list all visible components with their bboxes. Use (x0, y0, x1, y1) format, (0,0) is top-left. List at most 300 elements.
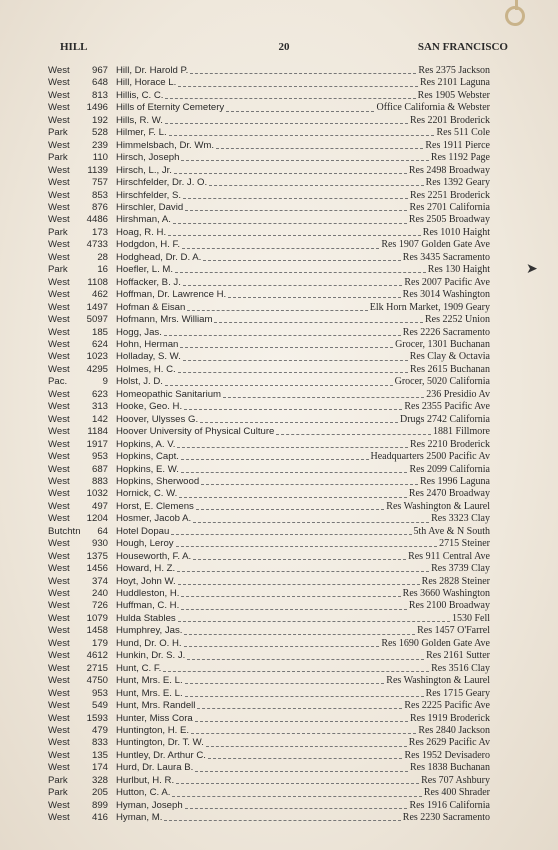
directory-entry (48, 713, 490, 725)
leader-dots (214, 321, 423, 323)
leader-dots (196, 508, 384, 510)
entry-exchange: West (48, 77, 70, 89)
entry-number: 726 (91, 600, 108, 612)
entry-name: Hunt, C. F. (116, 662, 162, 674)
directory-entry (48, 663, 490, 675)
entry-name: Hirschfelder, S. (116, 189, 182, 201)
entry-number: 1184 (87, 426, 108, 438)
entry-exchange: West (48, 600, 70, 612)
header-section-name: HILL (60, 41, 88, 53)
directory-entry (48, 264, 490, 276)
leader-dots (223, 396, 424, 398)
directory-entry (48, 625, 490, 637)
entry-number: 28 (97, 251, 108, 263)
entry-name: Hopkins, A. V. (116, 438, 176, 450)
entry-number: 853 (91, 189, 108, 201)
leader-dots (209, 184, 423, 186)
entry-number: 239 (91, 139, 108, 151)
directory-listing (48, 65, 490, 825)
leader-dots (190, 72, 416, 74)
entry-exchange: Park (48, 787, 68, 799)
entry-address: Res 2701 California (409, 201, 490, 213)
directory-entry (48, 239, 490, 251)
binding-ring (505, 6, 525, 26)
directory-entry (48, 638, 490, 650)
entry-number: 930 (91, 538, 108, 550)
entry-address: Res 3435 Sacramento (402, 251, 490, 263)
entry-number: 192 (91, 114, 108, 126)
entry-exchange: West (48, 164, 70, 176)
entry-number: 1458 (86, 625, 108, 637)
directory-entry (48, 600, 490, 612)
entry-number: 528 (91, 127, 108, 139)
entry-exchange: West (48, 102, 70, 114)
entry-address: Res 2226 Sacramento (402, 326, 490, 338)
entry-name: Hotel Dopau (116, 525, 170, 537)
entry-name: Hunter, Miss Cora (116, 712, 193, 724)
entry-exchange: Park (48, 264, 68, 276)
directory-entry (48, 750, 490, 762)
directory-entry (48, 90, 490, 102)
header-city: SAN FRANCISCO (417, 41, 508, 53)
directory-entry (48, 737, 490, 749)
leader-dots (172, 795, 421, 797)
entry-address: Res 1996 Laguna (420, 475, 490, 487)
directory-entry (48, 401, 490, 413)
entry-exchange: West (48, 326, 70, 338)
entry-exchange: West (48, 463, 70, 475)
directory-entry (48, 513, 490, 525)
entry-name: Hunkin, Dr. S. J. (116, 650, 186, 662)
entry-name: Hopkins, Sherwood (116, 475, 200, 487)
directory-entry (48, 339, 490, 351)
entry-address: Res Washington & Laurel (386, 500, 490, 512)
entry-exchange: West (48, 700, 70, 712)
entry-number: 1108 (87, 276, 108, 288)
entry-address: 1530 Fell (451, 612, 490, 624)
entry-address: Res 2840 Jackson (418, 725, 490, 737)
entry-number: 4612 (86, 650, 108, 662)
entry-exchange: West (48, 65, 70, 76)
leader-dots (191, 732, 416, 734)
leader-dots (175, 271, 426, 273)
entry-exchange: West (48, 749, 70, 761)
entry-number: 240 (91, 588, 108, 600)
entry-name: Hill, Horace L. (116, 77, 177, 89)
leader-dots (203, 259, 400, 261)
leader-dots (195, 770, 408, 772)
entry-address: Elk Horn Market, 1909 Geary (369, 301, 490, 313)
entry-name: Hooke, Geo. H. (116, 401, 183, 413)
entry-number: 1917 (86, 438, 108, 450)
entry-exchange: West (48, 625, 70, 637)
entry-address: Res 1916 California (409, 799, 490, 811)
entry-number: 624 (91, 338, 108, 350)
entry-exchange: West (48, 662, 70, 674)
directory-entry (48, 214, 490, 226)
entry-address: Res 2355 Pacific Ave (404, 401, 490, 413)
entry-address: Headquarters 2500 Pacific Av (370, 451, 490, 463)
entry-exchange: West (48, 575, 70, 587)
entry-number: 813 (91, 89, 108, 101)
directory-entry (48, 800, 490, 812)
entry-exchange: West (48, 488, 70, 500)
entry-name: Hofman & Eisan (116, 301, 186, 313)
entry-name: Hutton, C. A. (116, 787, 171, 799)
directory-entry (48, 165, 490, 177)
directory-entry (48, 302, 490, 314)
entry-name: Hunt, Mrs. E. L. (116, 687, 183, 699)
entry-number: 883 (91, 475, 108, 487)
entry-exchange: West (48, 388, 70, 400)
leader-dots (178, 583, 420, 585)
entry-exchange: West (48, 762, 70, 774)
entry-name: Hund, Dr. O. H. (116, 637, 182, 649)
leader-dots (226, 110, 374, 112)
page-number: 20 (278, 41, 290, 53)
leader-dots (171, 533, 411, 535)
entry-address: Res 1457 O'Farrel (417, 625, 490, 637)
entry-number: 497 (91, 500, 108, 512)
entry-exchange: West (48, 451, 70, 463)
entry-exchange: West (48, 500, 70, 512)
directory-entry (48, 65, 490, 77)
directory-entry (48, 252, 490, 264)
entry-number: 549 (91, 700, 108, 712)
leader-dots (195, 720, 408, 722)
entry-name: Hurlbut, H. R. (116, 774, 175, 786)
entry-address: Res 2161 Sutter (426, 650, 490, 662)
entry-address: Res 2230 Sacramento (402, 812, 490, 824)
directory-entry (48, 700, 490, 712)
directory-entry (48, 202, 490, 214)
entry-address: Res 2225 Pacific Ave (404, 700, 490, 712)
entry-number: 313 (91, 401, 108, 413)
entry-exchange: West (48, 251, 70, 263)
entry-exchange: West (48, 687, 70, 699)
entry-name: Horst, E. Clemens (116, 500, 194, 512)
entry-name: Hunt, Mrs. E. L. (116, 675, 183, 687)
entry-number: 142 (91, 413, 108, 425)
entry-number: 328 (91, 774, 108, 786)
entry-exchange: West (48, 637, 70, 649)
entry-number: 1456 (86, 563, 108, 575)
entry-name: Hunt, Mrs. Randell (116, 700, 196, 712)
entry-number: 1032 (86, 488, 108, 500)
leader-dots (187, 658, 424, 660)
entry-name: Hirsch, L., Jr. (116, 164, 172, 176)
entry-exchange: West (48, 712, 70, 724)
leader-dots (216, 147, 423, 149)
entry-name: Hogg, Jas. (116, 326, 162, 338)
entry-exchange: West (48, 177, 70, 189)
entry-name: Huntington, H. E. (116, 725, 190, 737)
directory-entry (48, 439, 490, 451)
entry-name: Humphrey, Jas. (116, 625, 183, 637)
directory-entry (48, 152, 490, 164)
leader-dots (180, 346, 393, 348)
entry-number: 899 (91, 799, 108, 811)
leader-dots (163, 670, 429, 672)
entry-number: 757 (91, 177, 108, 189)
entry-address: 5th Ave & N South (413, 525, 490, 537)
leader-dots (181, 595, 400, 597)
entry-address: Res 1690 Golden Gate Ave (381, 637, 490, 649)
directory-entry (48, 376, 490, 388)
entry-address: Res 130 Haight (427, 264, 490, 276)
entry-address: 1881 Fillmore (433, 426, 490, 438)
entry-exchange: Park (48, 774, 68, 786)
entry-name: Huffman, C. H. (116, 600, 180, 612)
entry-address: Res 3323 Clay (431, 513, 490, 525)
leader-dots (208, 757, 403, 759)
entry-number: 110 (92, 152, 108, 164)
leader-dots (181, 159, 428, 161)
entry-exchange: West (48, 475, 70, 487)
entry-address: Res 1952 Devisadero (404, 749, 490, 761)
entry-exchange: Butchtn (48, 525, 81, 537)
entry-number: 623 (91, 388, 108, 400)
leader-dots (173, 222, 407, 224)
entry-name: Hirschfelder, Dr. J. O. (116, 177, 208, 189)
entry-number: 4733 (86, 239, 108, 251)
entry-name: Hirschler, David (116, 201, 184, 213)
entry-exchange: West (48, 725, 70, 737)
leader-dots (181, 608, 407, 610)
entry-name: Hoover University of Physical Culture (116, 426, 275, 438)
directory-entry (48, 102, 490, 114)
directory-entry (48, 277, 490, 289)
entry-number: 174 (91, 762, 108, 774)
leader-dots (178, 620, 450, 622)
entry-address: 2715 Steiner (439, 538, 490, 550)
leader-dots (178, 85, 418, 87)
directory-entry (48, 488, 490, 500)
entry-exchange: West (48, 89, 70, 101)
entry-address: Res 2201 Broderick (410, 114, 490, 126)
entry-name: Hough, Leroy (116, 538, 174, 550)
entry-name: Hofmann, Mrs. William (116, 314, 213, 326)
entry-number: 1496 (86, 102, 108, 114)
entry-number: 4295 (86, 363, 108, 375)
entry-exchange: West (48, 513, 70, 525)
leader-dots (206, 745, 407, 747)
leader-dots (184, 633, 415, 635)
leader-dots (174, 172, 407, 174)
directory-entry (48, 227, 490, 239)
entry-number: 833 (91, 737, 108, 749)
entry-name: Hopkins, Capt. (116, 451, 179, 463)
ink-mark: ➤ (526, 260, 538, 276)
entry-name: Huntley, Dr. Arthur C. (116, 749, 206, 761)
entry-address: Res 3516 Clay (431, 662, 490, 674)
entry-number: 1497 (86, 301, 108, 313)
directory-entry (48, 190, 490, 202)
leader-dots (177, 446, 408, 448)
entry-address: Res 1010 Haight (422, 226, 490, 238)
directory-entry (48, 127, 490, 139)
entry-number: 687 (91, 463, 108, 475)
leader-dots (200, 421, 398, 423)
entry-name: Hosmer, Jacob A. (116, 513, 192, 525)
directory-entry (48, 812, 490, 824)
entry-address: Res 2100 Broadway (408, 600, 490, 612)
entry-exchange: West (48, 351, 70, 363)
entry-exchange: West (48, 201, 70, 213)
entry-address: Res 1715 Geary (425, 687, 490, 699)
entry-name: Hill, Dr. Harold P. (116, 65, 189, 76)
leader-dots (182, 247, 379, 249)
leader-dots (185, 695, 424, 697)
directory-entry (48, 688, 490, 700)
entry-number: 953 (91, 687, 108, 699)
directory-entry (48, 526, 490, 538)
entry-address: Res 1911 Pierce (425, 139, 490, 151)
entry-name: Huntington, Dr. T. W. (116, 737, 204, 749)
directory-entry (48, 725, 490, 737)
directory-entry (48, 351, 490, 363)
entry-name: Himmelsbach, Dr. Wm. (116, 139, 215, 151)
entry-exchange: West (48, 675, 70, 687)
entry-address: Res 2007 Pacific Ave (404, 276, 490, 288)
directory-entry (48, 314, 490, 326)
entry-exchange: West (48, 239, 70, 251)
entry-address: Res 511 Cole (436, 127, 490, 139)
entry-number: 1593 (86, 712, 108, 724)
entry-name: Hulda Stables (116, 612, 176, 624)
entry-exchange: West (48, 189, 70, 201)
entry-number: 185 (91, 326, 108, 338)
entry-exchange: West (48, 276, 70, 288)
entry-name: Hills of Eternity Cemetery (116, 102, 225, 114)
entry-address: Res 2252 Union (425, 314, 490, 326)
entry-number: 5097 (86, 314, 108, 326)
leader-dots (201, 483, 418, 485)
entry-address: Res 2210 Broderick (410, 438, 490, 450)
entry-address: Res 2505 Broadway (408, 214, 490, 226)
leader-dots (184, 408, 402, 410)
directory-entry (48, 762, 490, 774)
entry-address: Res 1905 Webster (417, 89, 490, 101)
entry-number: 135 (91, 749, 108, 761)
entry-exchange: West (48, 289, 70, 301)
entry-name: Hirsch, Joseph (116, 152, 180, 164)
leader-dots (193, 521, 429, 523)
leader-dots (185, 209, 407, 211)
leader-dots (165, 122, 408, 124)
entry-number: 953 (91, 451, 108, 463)
entry-address: Office California & Webster (376, 102, 490, 114)
entry-exchange: Park (48, 152, 68, 164)
entry-exchange: West (48, 363, 70, 375)
page-header (60, 41, 508, 55)
entry-exchange: West (48, 563, 70, 575)
entry-number: 4486 (86, 214, 108, 226)
entry-exchange: West (48, 214, 70, 226)
entry-name: Hohn, Herman (116, 338, 179, 350)
entry-address: Grocer, 1301 Buchanan (395, 338, 490, 350)
entry-number: 205 (91, 787, 108, 799)
entry-number: 16 (97, 264, 108, 276)
entry-number: 648 (91, 77, 108, 89)
directory-entry (48, 563, 490, 575)
directory-entry (48, 414, 490, 426)
leader-dots (176, 782, 419, 784)
entry-address: Res 2828 Steiner (421, 575, 490, 587)
entry-name: Hoyt, John W. (116, 575, 176, 587)
leader-dots (183, 359, 408, 361)
entry-number: 64 (97, 525, 108, 537)
entry-exchange: West (48, 338, 70, 350)
entry-address: Res 2251 Broderick (410, 189, 490, 201)
directory-entry (48, 476, 490, 488)
leader-dots (185, 807, 408, 809)
directory-entry (48, 538, 490, 550)
entry-name: Hornick, C. W. (116, 488, 178, 500)
entry-address: Drugs 2742 California (400, 413, 490, 425)
entry-address: Res 1907 Golden Gate Ave (381, 239, 490, 251)
entry-exchange: Pac. (48, 376, 68, 388)
entry-name: Hillis, C. C. (116, 89, 164, 101)
leader-dots (177, 570, 429, 572)
leader-dots (184, 645, 380, 647)
entry-address: Res Clay & Octavia (409, 351, 490, 363)
leader-dots (179, 496, 407, 498)
entry-exchange: West (48, 538, 70, 550)
leader-dots (276, 433, 431, 435)
entry-name: Hoover, Ulysses G. (116, 413, 199, 425)
entry-exchange: West (48, 588, 70, 600)
entry-number: 4750 (86, 675, 108, 687)
entry-exchange: West (48, 612, 70, 624)
leader-dots (181, 471, 408, 473)
leader-dots (228, 296, 400, 298)
entry-number: 374 (91, 575, 108, 587)
leader-dots (185, 682, 385, 684)
leader-dots (197, 707, 402, 709)
entry-number: 1079 (86, 612, 108, 624)
entry-address: Res 3660 Washington (402, 588, 490, 600)
entry-address: Res 400 Shrader (423, 787, 490, 799)
entry-number: 179 (91, 637, 108, 649)
entry-exchange: Park (48, 226, 68, 238)
directory-entry (48, 426, 490, 438)
leader-dots (165, 97, 415, 99)
entry-exchange: West (48, 426, 70, 438)
entry-name: Hilmer, F. L. (116, 127, 167, 139)
directory-entry (48, 501, 490, 513)
entry-number: 967 (91, 65, 108, 76)
entry-name: Hoefler, L. M. (116, 264, 174, 276)
entry-address: Res 1838 Buchanan (410, 762, 490, 774)
entry-number: 1204 (86, 513, 108, 525)
directory-entry (48, 451, 490, 463)
entry-address: Res 2470 Broadway (408, 488, 490, 500)
directory-entry (48, 613, 490, 625)
directory-entry (48, 576, 490, 588)
entry-name: Hoffacker, B. J. (116, 276, 181, 288)
entry-exchange: West (48, 812, 70, 824)
entry-number: 2715 (86, 662, 108, 674)
entry-name: Houseworth, F. A. (116, 550, 192, 562)
entry-address: Res 1192 Page (430, 152, 490, 164)
leader-dots (176, 545, 438, 547)
entry-number: 479 (91, 725, 108, 737)
entry-exchange: West (48, 114, 70, 126)
entry-exchange: West (48, 799, 70, 811)
directory-entry (48, 588, 490, 600)
leader-dots (183, 284, 402, 286)
